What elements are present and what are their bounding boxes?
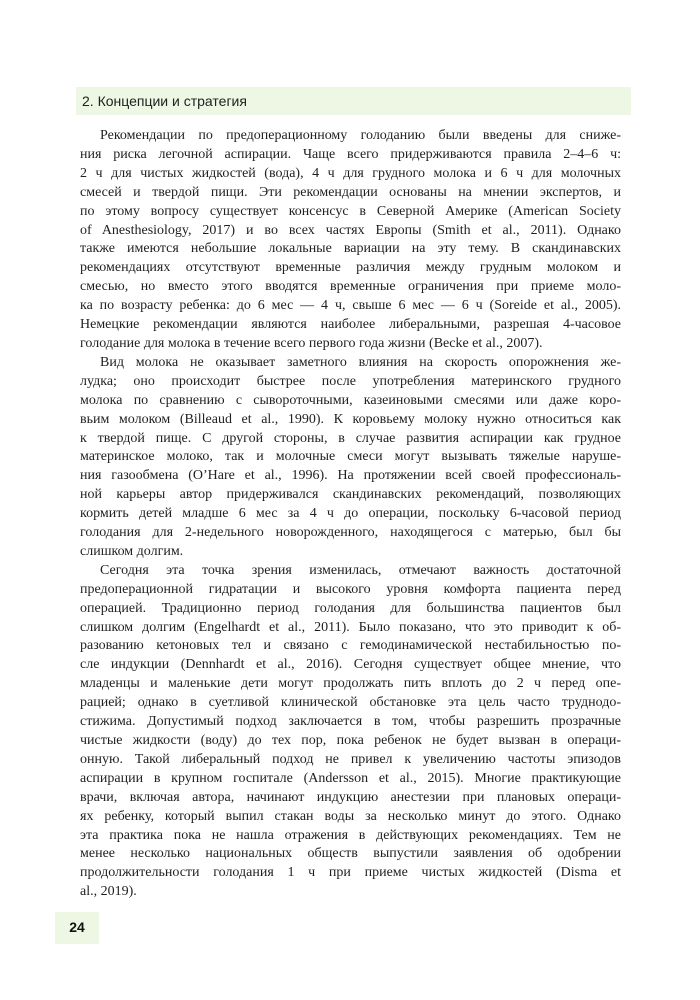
text-line: Вид молока не оказывает заметного влияния на скорость опорожнения же- [100,354,621,370]
text-line: чистые жидкости (воду) до тех пор, пока ребенок не будет вызван в операци- [80,733,621,748]
page-body [80,127,621,902]
text-line: молока по сравнению с сывороточными, казеиновыми смесями или даже коро- [80,392,621,408]
text-line: слишком долгим. [80,543,184,559]
text-line: продолжительности голодания 1 ч при приеме чистых жидкостей (Disma et [80,865,621,881]
paragraph-3 [80,562,621,902]
text-line: of Anesthesiology, 2017) и во всех частях Европы (Smith et al., 2011). Однако [80,222,621,238]
text-line: ния газообмена (O’Hare et al., 1996). На протяжении всей своей профессиональ- [80,468,621,484]
text-line: разованию кетоновых тел и связано с гемодинамической нестабильностью по- [80,638,621,654]
paragraph-1 [80,127,621,354]
text-line: сле индукции (Dennhardt et al., 2016). Сегодня существует общее мнение, что [80,657,621,673]
text-line: голодания для 2-недельного новорожденного, находящегося с матерью, был бы [80,525,621,541]
text-line: смесью, но вместо этого вводятся временные ограничения при приеме моло- [80,279,621,295]
text-line: эта практика пока не нашла отражения в действующих рекомендациях. Тем не [80,827,621,843]
text-line: al., 2019). [80,884,137,900]
text-line: материнское молоко, так и молочные смеси могут вызывать тяжелые наруше- [80,449,621,465]
text-line: кормить детей младше 6 мес за 4 ч до операции, поскольку 6-часовой период [80,506,621,522]
text-line: Сегодня эта точка зрения изменилась, отмечают важность достаточной [100,562,621,578]
paragraph-2 [80,354,621,562]
text-line: менее несколько национальных обществ выпустили заявления об одобрении [80,846,621,862]
text-line: лудка; оно происходит быстрее после употребления материнского грудного [80,373,621,389]
text-line: по этому вопросу существует консенсус в Северной Америке (American Society [80,203,621,219]
text-line: смесей и твердой пищи. Эти рекомендации основаны на мнении экспертов, и [80,184,621,200]
text-line: ка по возрасту ребенка: до 6 мес — 4 ч, свыше 6 мес — 6 ч (Soreide et al., 2005). [80,298,621,314]
text-line: врачи, включая автора, начинают индукцию анестезии при плановых операци- [80,789,621,805]
text-line: к твердой пище. С другой стороны, в случае развития аспирации как грудное [80,430,621,446]
text-line: операцией. Традиционно период голодания для большинства пациентов был [80,600,621,616]
text-line: слишком долгим (Engelhardt et al., 2011). Было показано, что это приводит к об- [80,619,621,635]
text-line: рацией; однако в суетливой клинической обстановке эта цель часто труднодо- [80,695,621,711]
page-number: 24 [69,919,85,935]
text-line: вьим молоком (Billeaud et al., 1990). К коровьему молоку нужно относиться как [80,411,621,427]
text-line: Немецкие рекомендации являются наиболее либеральными, разрешая 4-часовое [80,317,621,333]
text-line: ной карьеры автор придерживался скандинавских рекомендаций, позволяющих [80,487,621,503]
text-line: голодание для молока в течение всего первого года жизни (Becke et al., 2007). [80,335,543,351]
text-line: Рекомендации по предоперационному голоданию были введены для сниже- [100,128,621,143]
text-line: ния риска легочной аспирации. Чаще всего придерживаются правила 2–4–6 ч: [80,146,621,162]
text-line: 2 ч для чистых жидкостей (вода), 4 ч для грудного молока и 6 ч для молочных [80,165,621,181]
text-line: ях ребенку, который выпил стакан воды за несколько минут до этого. Однако [80,808,621,824]
text-line: онную. Такой либеральный подход не привел к увеличению частоты эпизодов [80,751,621,767]
text-line: младенцы и маленькие дети могут продолжать пить вплоть до 2 ч перед опе- [80,676,621,692]
text-line: рекомендациях отсутствуют временные различия между грудным молоком и [80,260,621,276]
section-title: 2. Концепции и стратегия [82,93,247,109]
text-line: аспирации в крупном госпитале (Andersson et al., 2015). Многие практикующие [80,770,621,786]
text-line: стижима. Допустимый подход заключается в том, чтобы разрешить прозрачные [80,714,621,730]
text-line: также имеются небольшие локальные вариации на эту тему. В скандинавских [80,241,621,257]
text-line: предоперационной гидратации и высокого уровня комфорта пациента перед [80,581,621,597]
